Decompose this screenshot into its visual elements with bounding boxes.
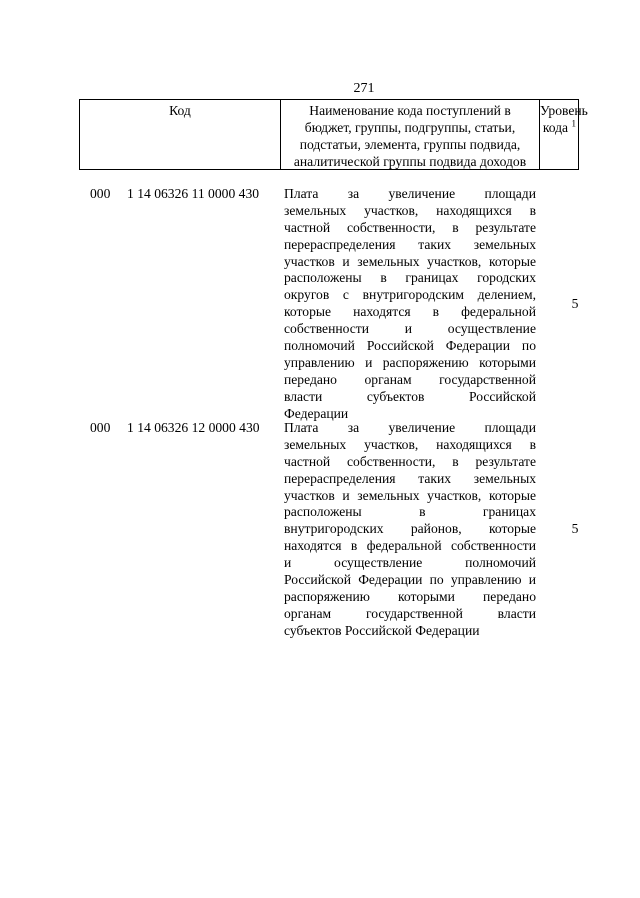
revenue-name bbox=[284, 186, 536, 422]
name-line: перераспределения таких земельных bbox=[284, 470, 536, 486]
revenue-code: 1 14 06326 11 0000 430 bbox=[127, 186, 260, 201]
name-line: участков и земельных участков, которые bbox=[284, 487, 536, 503]
name-line: находятся в федеральной собственности bbox=[284, 538, 536, 554]
header-level-column bbox=[540, 100, 588, 169]
name-line: Федерации bbox=[284, 405, 349, 421]
name-line: Российской Федерации по управлению и bbox=[284, 572, 536, 588]
name-line: земельных участков, находящихся в bbox=[284, 202, 536, 218]
level-value: 5 bbox=[571, 521, 579, 536]
page-number: 271 bbox=[353, 81, 375, 96]
name-line: расположены в границах городских bbox=[284, 270, 536, 286]
name-line: органам государственной власти bbox=[284, 605, 536, 621]
name-line: власти субъектов Российской bbox=[284, 388, 536, 404]
header-name-column bbox=[281, 100, 540, 169]
header-code-label: Код bbox=[169, 103, 191, 118]
header-level-line-2 bbox=[540, 120, 576, 137]
name-line: собственности и осуществление bbox=[284, 321, 536, 337]
admin-code: 000 bbox=[90, 420, 111, 435]
name-line: внутригородских районов, которые bbox=[284, 521, 536, 537]
header-name-line: подстатьи, элемента, группы подвида, bbox=[299, 136, 521, 152]
name-line: Плата за увеличение площади bbox=[284, 420, 536, 435]
name-line: участков и земельных участков, которые bbox=[284, 253, 536, 269]
name-line: которые находятся в федеральной bbox=[284, 304, 536, 320]
header-level-line: Уровень bbox=[540, 103, 588, 118]
name-line: Плата за увеличение площади bbox=[284, 186, 536, 201]
name-line: частной собственности, в результате bbox=[284, 219, 536, 235]
level-value: 5 bbox=[571, 296, 579, 311]
revenue-name bbox=[284, 420, 536, 640]
header-level-footnote: 1 bbox=[571, 118, 576, 129]
header-code-column bbox=[80, 100, 281, 169]
name-line: округов с внутригородским делением, bbox=[284, 287, 536, 303]
header-name-line: аналитической группы подвида доходов bbox=[293, 153, 527, 169]
name-line: перераспределения таких земельных bbox=[284, 236, 536, 252]
name-line: расположены в границах bbox=[284, 504, 536, 520]
name-line: передано органам государственной bbox=[284, 371, 536, 387]
name-line: полномочий Российской Федерации по bbox=[284, 338, 536, 354]
name-line: распоряжению которыми передано bbox=[284, 588, 536, 604]
name-line: и осуществление полномочий bbox=[284, 555, 536, 571]
name-line: субъектов Российской Федерации bbox=[284, 622, 480, 638]
table-header bbox=[79, 99, 588, 170]
header-name-line: Наименование кода поступлений в bbox=[309, 103, 511, 118]
header-level-label: кода bbox=[542, 119, 569, 135]
name-line: частной собственности, в результате bbox=[284, 453, 536, 469]
name-line: земельных участков, находящихся в bbox=[284, 436, 536, 452]
name-line: управлению и распоряжению которыми bbox=[284, 354, 536, 370]
header-name-line: бюджет, группы, подгруппы, статьи, bbox=[304, 119, 516, 135]
revenue-code: 1 14 06326 12 0000 430 bbox=[127, 420, 260, 435]
admin-code: 000 bbox=[90, 186, 111, 201]
